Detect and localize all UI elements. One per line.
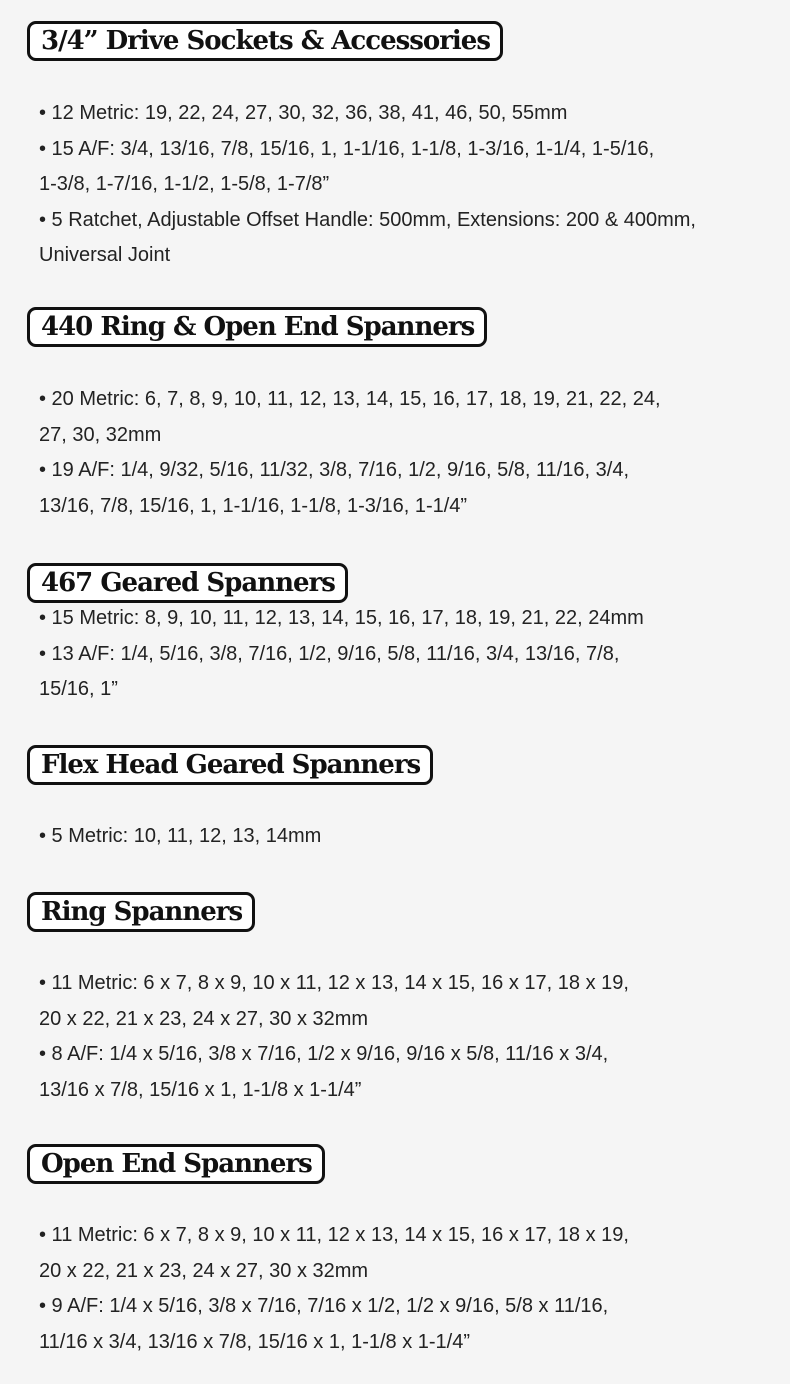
list-item: • 11 Metric: 6 x 7, 8 x 9, 10 x 11, 12 x 13, 14 x 15, 16 x 17, 18 x 19,: [39, 972, 629, 994]
section-title: 3/4” Drive Sockets & Accessories: [27, 21, 503, 61]
list-item: • 11 Metric: 6 x 7, 8 x 9, 10 x 11, 12 x 13, 14 x 15, 16 x 17, 18 x 19,: [39, 1224, 629, 1246]
section-title: 440 Ring & Open End Spanners: [27, 307, 487, 347]
list-item: • 8 A/F: 1/4 x 5/16, 3/8 x 7/16, 1/2 x 9/16, 9/16 x 5/8, 11/16 x 3/4,: [39, 1043, 609, 1065]
list-item: • 5 Ratchet, Adjustable Offset Handle: 500mm, Extensions: 200 & 400mm,: [39, 208, 696, 231]
list-item: 27, 30, 32mm: [39, 423, 162, 446]
section-body: [39, 96, 774, 274]
list-item: 11/16 x 3/4, 13/16 x 7/8, 15/16 x 1, 1-1/8 x 1-1/4”: [39, 1330, 471, 1353]
section-body: [39, 601, 774, 708]
list-item: 20 x 22, 21 x 23, 24 x 27, 30 x 32mm: [39, 1007, 369, 1030]
list-item: 13/16 x 7/8, 15/16 x 1, 1-1/8 x 1-1/4”: [39, 1078, 362, 1101]
section-body: [39, 819, 774, 855]
list-item: • 15 A/F: 3/4, 13/16, 7/8, 15/16, 1, 1-1/16, 1-1/8, 1-3/16, 1-1/4, 1-5/16,: [39, 137, 655, 160]
list-item: • 15 Metric: 8, 9, 10, 11, 12, 13, 14, 15, 16, 17, 18, 19, 21, 22, 24mm: [39, 607, 644, 629]
list-item: 15/16, 1”: [39, 678, 118, 700]
list-item: 13/16, 7/8, 15/16, 1, 1-1/16, 1-1/8, 1-3/16, 1-1/4”: [39, 494, 468, 517]
section-title: Flex Head Geared Spanners: [27, 745, 433, 785]
section-body: [39, 1218, 774, 1360]
list-item: • 13 A/F: 1/4, 5/16, 3/8, 7/16, 1/2, 9/16, 5/8, 11/16, 3/4, 13/16, 7/8,: [39, 642, 620, 665]
list-item: • 20 Metric: 6, 7, 8, 9, 10, 11, 12, 13, 14, 15, 16, 17, 18, 19, 21, 22, 24,: [39, 388, 661, 410]
list-item: • 19 A/F: 1/4, 9/32, 5/16, 11/32, 3/8, 7/16, 1/2, 9/16, 5/8, 11/16, 3/4,: [39, 459, 630, 481]
list-item: • 5 Metric: 10, 11, 12, 13, 14mm: [39, 825, 322, 847]
list-item: Universal Joint: [39, 244, 171, 266]
list-item: • 9 A/F: 1/4 x 5/16, 3/8 x 7/16, 7/16 x 1/2, 1/2 x 9/16, 5/8 x 11/16,: [39, 1295, 609, 1317]
section-title: Open End Spanners: [27, 1144, 325, 1184]
section-title: 467 Geared Spanners: [27, 563, 348, 603]
section-title: Ring Spanners: [27, 892, 255, 932]
section-body: [39, 966, 774, 1108]
section-body: [39, 382, 774, 524]
list-item: 20 x 22, 21 x 23, 24 x 27, 30 x 32mm: [39, 1259, 369, 1282]
list-item: • 12 Metric: 19, 22, 24, 27, 30, 32, 36, 38, 41, 46, 50, 55mm: [39, 102, 568, 124]
list-item: 1-3/8, 1-7/16, 1-1/2, 1-5/8, 1-7/8”: [39, 173, 330, 195]
